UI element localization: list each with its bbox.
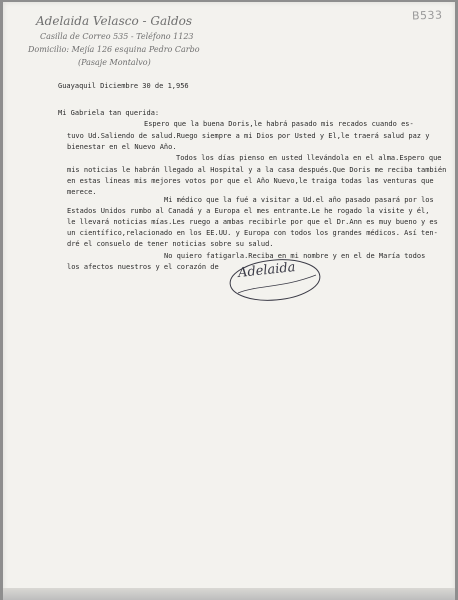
- paragraph-3-line: Mi médico que la fué a visitar a Ud.el año pasado pasará por los: [164, 196, 434, 204]
- archive-number: B533: [411, 8, 443, 23]
- paragraph-3-line: un científico,relacionado en los EE.UU. y Europa con todos los grandes médicos. Así ten-: [67, 229, 438, 237]
- paragraph-4-line: No quiero fatigarla.Reciba en mi nombre y en el de María todos: [164, 252, 426, 260]
- paragraph-2-line: Todos los días pienso en usted llevándola en el alma.Espero que: [176, 154, 442, 162]
- paragraph-3-line: Estados Unidos rumbo al Canadá y a Europa el mes entrante.Le he rogado la visite y él,: [67, 207, 430, 215]
- letter-salutation: Mi Gabriela tan querida:: [58, 109, 160, 117]
- paragraph-2-line: merece.: [67, 188, 97, 196]
- paragraph-3-line: le llevará noticias mías.Les ruego a ambas recibirle por que el Dr.Ann es muy bueno y es: [67, 218, 438, 226]
- paragraph-1-line: bienestar en el Nuevo Año.: [67, 143, 177, 151]
- letterhead-address-line3: (Pasaje Montalvo): [78, 58, 151, 67]
- paragraph-1-line: tuvo Ud.Saliendo de salud.Ruego siempre a mi Dios por Usted y El,le traerá salud paz y: [67, 132, 430, 140]
- letterhead-address-line1: Casilla de Correo 535 - Teléfono 1123: [40, 32, 194, 41]
- paragraph-2-line: en estas líneas mis mejores votos por que el Año Nuevo,le traiga todas las venturas que: [67, 177, 434, 185]
- signature: Adelaida: [237, 260, 297, 281]
- paragraph-1-line: Espero que la buena Doris,le habrá pasado mis recados cuando es-: [144, 120, 414, 128]
- letter-date: Guayaquil Diciembre 30 de 1,956: [58, 82, 189, 90]
- letterhead-name: Adelaida Velasco - Galdos: [36, 14, 193, 28]
- scan-edge: [3, 588, 455, 600]
- paragraph-3-line: dré el consuelo de tener noticias sobre su salud.: [67, 240, 274, 248]
- paragraph-4-line: los afectos nuestros y el corazón de: [67, 263, 219, 271]
- paragraph-2-line: mis noticias le habrán llegado al Hospital y a la casa después.Que Doris me reciba también: [67, 166, 447, 174]
- letterhead-address-line2: Domicilio: Mejía 126 esquina Pedro Carbo: [28, 45, 200, 54]
